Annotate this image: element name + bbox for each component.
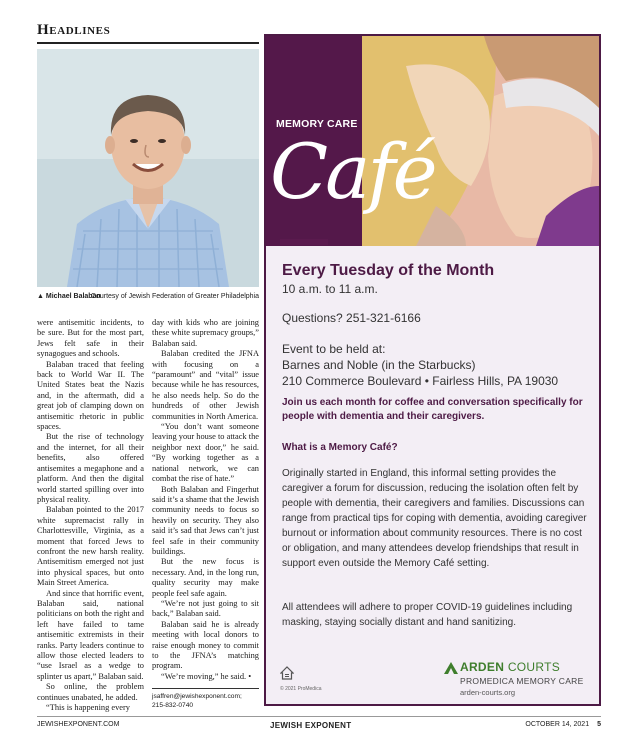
paragraph: “We’re not just going to sit back,” Balaban said.: [152, 598, 259, 619]
author-email[interactable]: jsaffren@jewishexponent.com;: [152, 693, 242, 701]
paragraph: Balaban pointed to the 2017 white supremacist rally in Charlottesville, Virginia, as a moment that forced Jews to confront the new harsh reality. Antisemitism emerged not just into physical spaces, but onto Main Street America.: [37, 505, 144, 588]
brand-name-bold: ARDEN: [460, 660, 505, 674]
ad-hero: [266, 36, 599, 246]
author-contact: [152, 688, 259, 710]
brand-subtitle: PROMEDICA MEMORY CARE: [460, 676, 584, 686]
ad-memory-care-label: MEMORY CARE: [276, 118, 358, 130]
paragraph: Balaban traced that feeling back to World War II. The United States beat the Nazis and, in the aftermath, did a great job of clamping down on antisemitic rhetoric in public spaces.: [37, 359, 144, 432]
ad-phone: Questions? 251-321-6166: [282, 311, 421, 325]
paragraph: “You don’t want someone leaving your house to attack the neighbor next door,” he said. “By working together as a national network, we can combat the rise of hate.”: [152, 422, 259, 484]
ad-headline: Every Tuesday of the Month: [282, 262, 495, 279]
paragraph: But the new focus is necessary. And, in the long run, quality security may make people feel safe again.: [152, 557, 259, 598]
footer-page-number: 5: [597, 721, 601, 728]
arden-courts-logo-icon: [444, 662, 458, 674]
brand-name-light: COURTS: [507, 660, 561, 674]
ad-subhead: What is a Memory Café?: [282, 442, 398, 453]
caption-marker: ▲: [37, 293, 44, 300]
caption-name: Michael Balaban: [45, 293, 101, 300]
memory-cafe-ad: [264, 34, 601, 706]
equal-housing-icon: [280, 666, 294, 680]
paragraph: “This is happening every: [46, 703, 130, 713]
ad-body: [266, 246, 599, 704]
ad-time: 10 a.m. to 11 a.m.: [282, 282, 378, 296]
ad-invite: Join us each month for coffee and conversation specifically for people with dementia and their caregivers.: [282, 397, 583, 422]
footer-date-page: [525, 721, 601, 728]
section-rule: [37, 42, 259, 44]
article-column-2: [152, 318, 259, 710]
paragraph: Balaban said he is already meeting with local donors to raise enough money to commit to the JFNA’s matching program.: [152, 619, 259, 671]
paragraph: Balaban credited the JFNA with focusing on a “paramount” and “vital” issue because while he has resources, he also needs help. So do the hundreds of other Jewish communities in North America.: [152, 349, 259, 421]
paragraph: Both Balaban and Fingerhut said it’s a shame that the Jewish community needs to focus so heavily on security. They also said it’s sad that Jews can’t just feel safe in their community buildings.: [152, 484, 259, 556]
section-title: Headlines: [37, 22, 111, 38]
brand-name: [460, 660, 560, 674]
paragraph: were antisemitic incidents, to be sure. But for the most part, Jews felt safe in their synagogues and schools.: [37, 318, 144, 359]
footer-date: OCTOBER 14, 2021: [525, 721, 590, 728]
paragraph: day with kids who are joining these white supremacy groups,” Balaban said.: [152, 318, 259, 348]
article-column-1: [37, 318, 144, 713]
ad-location-intro: Event to be held at:: [282, 342, 386, 356]
ad-location-address: 210 Commerce Boulevard • Fairless Hills, PA 19030: [282, 374, 559, 388]
ad-cafe-title: Café: [270, 127, 435, 216]
footer-paper-name: JEWISH EXPONENT: [270, 721, 352, 730]
author-phone: 215-832-0740: [152, 702, 194, 710]
paragraph: And since that horrific event, Balaban said, national politicians on both the right and left have failed to tame antisemitic extremists in their ranks. Party leaders continue to allow those elected leaders to “use Israel as a wedge to splinter us apart,” Balaban said.: [37, 588, 144, 681]
accent-bar: [280, 239, 328, 245]
ad-location: [282, 341, 592, 389]
photo-caption: [37, 293, 259, 300]
paragraph: “We’re moving,” he said. •: [161, 671, 252, 681]
portrait-photo: [37, 49, 259, 287]
ad-copyright: © 2021 ProMedica: [280, 686, 322, 692]
ad-location-venue: Barnes and Noble (in the Starbucks): [282, 358, 476, 372]
paragraph: But the rise of technology and the internet, for all their benefits, also offered antisemites a megaphone and a platform. And then the digital world started spilling over into physical reality.: [37, 432, 144, 504]
ad-description: Originally started in England, this informal setting provides the caregiver a forum for discussion, reducing the isolation often felt by people with dementia, their caregivers and families. Discussions can range from practical tips for coping with dementia, avoiding caregiver burnout or information about community resources. There is no cost or obligation, and many attendees develop friendships that result in support even outside the Memory Café setting.: [282, 468, 587, 569]
brand-url[interactable]: arden-courts.org: [460, 688, 516, 697]
caption-credit: Courtesy of Jewish Federation of Greater Philadelphia: [90, 293, 259, 300]
ad-covid-note: All attendees will adhere to proper COVID-19 guidelines including masking, staying socially distant and hand sanitizing.: [282, 602, 573, 628]
paragraph: So online, the problem continues unabated, he added.: [37, 682, 144, 702]
footer-site[interactable]: JEWISHEXPONENT.COM: [37, 721, 120, 728]
footer-rule: [37, 716, 601, 717]
